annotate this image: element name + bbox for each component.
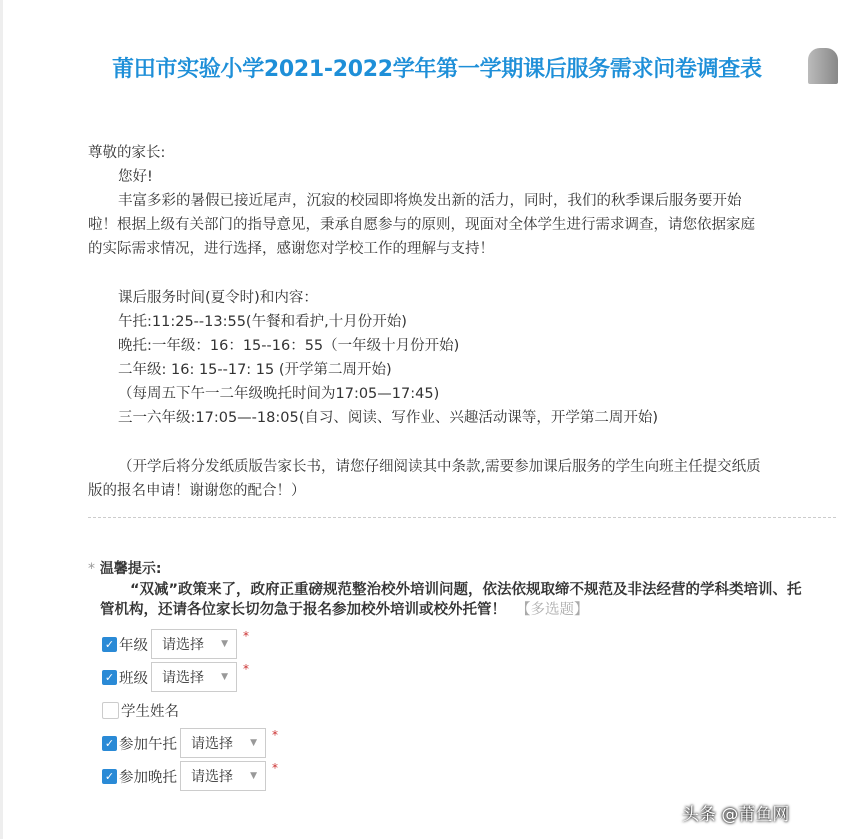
multi-choice-tag: 【多选题】 [516,602,589,618]
question-text [100,600,589,620]
option-label: 参加午托 [119,736,177,753]
required-star: * [243,629,249,643]
checkbox-checked-icon[interactable]: ✓ [102,637,117,652]
schedule-line: 午托:11:25--13:55(午餐和看护,十月份开始) [118,314,407,330]
schedule-line: （每周五下午一二年级晚托时间为17:05—17:45) [118,386,440,402]
select-value: 请选择 [191,769,233,785]
checkbox-checked-icon[interactable]: ✓ [102,736,117,751]
schedule-line: 课后服务时间(夏令时)和内容： [118,290,318,306]
left-border [0,0,3,839]
checkbox-checked-icon[interactable]: ✓ [102,769,117,784]
question-text: “双减”政策来了，政府正重磅规范整治校外培训问题，依法依规取缔不规范及非法经营的学科类培训、托 [130,582,802,598]
checkbox-unchecked-icon[interactable] [102,702,119,719]
dropdown-arrow-icon: ▼ [250,771,257,781]
question-text-line: 管机构，还请各位家长切勿急于报名参加校外培训或校外托管！ [100,602,506,618]
dropdown-arrow-icon: ▼ [250,738,257,748]
schedule-line: 三一六年级:17:05—-18:05(自习、阅读、写作业、兴趣活动课等，开学第二周开始) [118,410,659,426]
noon-care-select[interactable] [180,728,266,758]
required-star: * [272,761,278,775]
required-star: * [243,662,249,676]
class-select[interactable] [151,662,237,692]
required-star: * [88,561,95,577]
option-grade[interactable] [102,629,249,659]
question-label: 温馨提示: [99,561,162,577]
option-label: 学生姓名 [121,704,179,720]
hello: 您好! [118,169,153,185]
option-label: 年级 [119,637,148,654]
option-class[interactable] [102,662,249,692]
option-noon-care[interactable] [102,728,278,758]
required-star: * [272,728,278,742]
watermark: 头条 @莆鱼网 [682,805,790,825]
intro-line: 丰富多彩的暑假已接近尾声，沉寂的校园即将焕发出新的活力，同时，我们的秋季课后服务要开始 [118,193,742,209]
greeting: 尊敬的家长: [88,145,166,161]
checkbox-checked-icon[interactable]: ✓ [102,670,117,685]
grade-select[interactable] [151,629,237,659]
option-label: 参加晚托 [119,769,177,786]
select-value: 请选择 [162,670,204,686]
dropdown-arrow-icon: ▼ [221,639,228,649]
question-title [88,558,161,578]
select-value: 请选择 [162,637,204,653]
page-title: 莆田市实验小学2021-2022学年第一学期课后服务需求问卷调查表 [112,57,762,82]
intro-line: 啦！根据上级有关部门的指导意见，秉承自愿参与的原则，现面对全体学生进行需求调查，请您依据家庭 [88,217,755,233]
note-line: 版的报名申请！谢谢您的配合！） [88,483,306,499]
dropdown-arrow-icon: ▼ [221,672,228,682]
option-evening-care[interactable] [102,761,278,791]
intro-line: 的实际需求情况，进行选择，感谢您对学校工作的理解与支持！ [88,241,494,257]
option-student-name[interactable] [102,700,179,721]
select-value: 请选择 [191,736,233,752]
schedule-line: 晚托:一年级：16：15--16：55（一年级十月份开始) [118,338,460,354]
note-line: （开学后将分发纸质版告家长书，请您仔细阅读其中条款,需要参加课后服务的学生向班主任提交纸质 [118,459,761,475]
option-label: 班级 [119,670,148,687]
evening-care-select[interactable] [180,761,266,791]
qr-code-icon[interactable] [808,48,838,84]
divider [88,517,836,518]
schedule-line: 二年级: 16: 15--17: 15 (开学第二周开始) [118,362,392,378]
